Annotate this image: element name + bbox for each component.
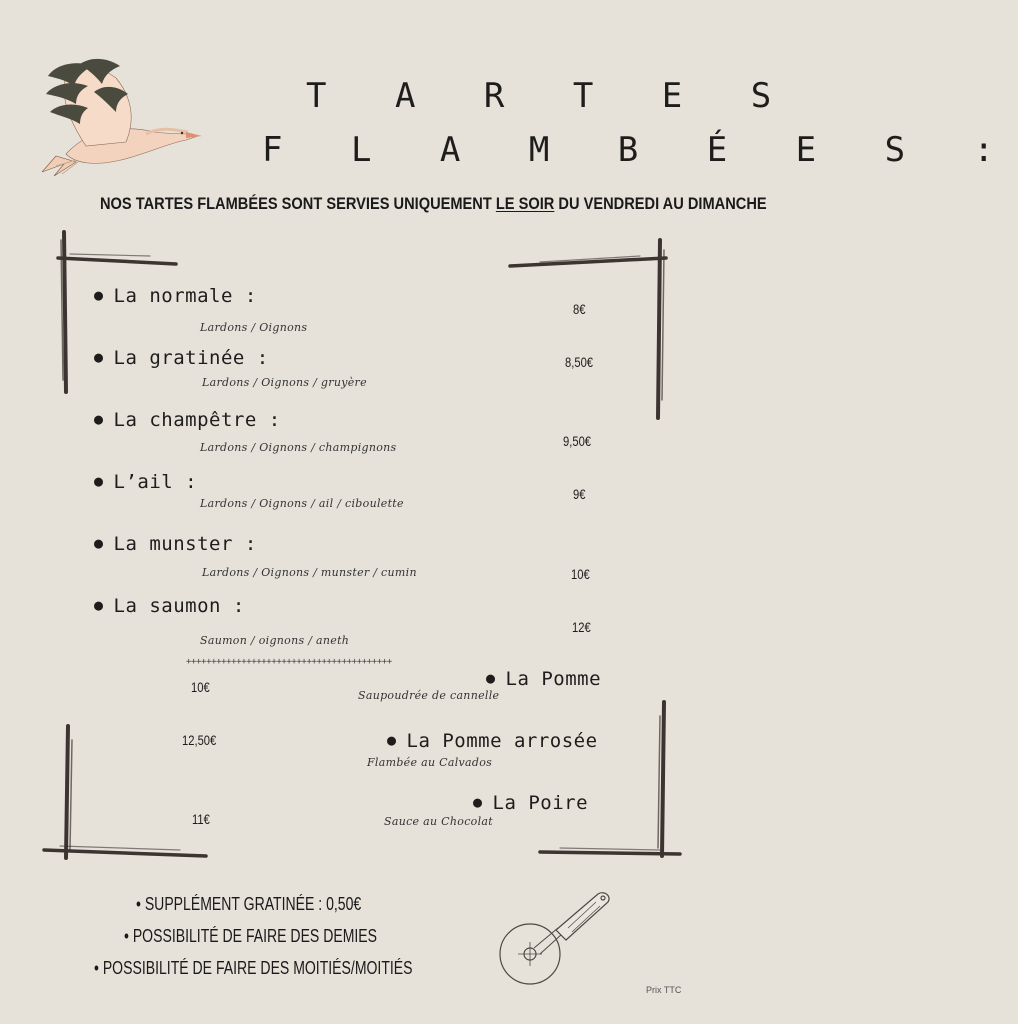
menu-item-label: La saumon : [113,595,245,617]
menu-item-name [94,347,269,369]
menu-item-price: 10€ [571,566,590,582]
menu-item-label: La gratinée : [113,347,269,369]
bullet-icon: ● [473,793,483,811]
bullet-icon: ● [94,596,104,614]
menu-item-label: L’ail : [113,471,198,493]
bullet-icon: ● [94,348,104,366]
service-notice-underlined: LE SOIR [495,194,555,213]
menu-item-desc: Saumon / oignons / aneth [200,634,350,647]
menu-item-desc: Lardons / Oignons / ail / ciboulette [200,497,404,510]
menu-item-desc: Lardons / Oignons / gruyère [202,376,367,389]
service-notice-text-end: DU VENDREDI AU DIMANCHE [554,194,767,213]
menu-item-label: La Pomme [505,668,602,690]
page-title-line1: T A R T E S [306,76,796,116]
menu-item-name [94,409,281,431]
menu-item-price: 10€ [191,679,210,695]
bullet-icon: ● [94,534,104,552]
menu-item-label: La munster : [113,533,257,555]
page-title-line2: F L A M B É E S : [262,130,1018,170]
service-notice-text: NOS TARTES FLAMBÉES SONT SERVIES UNIQUEMENT [100,194,496,213]
menu-item-name [387,730,598,752]
menu-item-price: 9€ [573,486,586,502]
section-divider: +++++++++++++++++++++++++++++++++++++++++ [186,657,392,667]
footer-note: • SUPPLÉMENT GRATINÉE : 0,50€ [136,894,362,914]
menu-item-price: 8,50€ [565,354,594,370]
menu-item-price: 12,50€ [182,732,217,748]
menu-item-label: La champêtre : [113,409,281,431]
menu-item-price: 11€ [192,811,210,827]
menu-item-price: 12€ [572,619,591,635]
bullet-icon: ● [387,731,397,749]
menu-item-desc: Lardons / Oignons / munster / cumin [202,566,417,579]
bullet-icon: ● [94,410,104,428]
menu-item-desc: Lardons / Oignons / champignons [200,441,397,454]
menu-item-price: 9,50€ [563,433,592,449]
prix-ttc-note: Prix TTC [646,985,682,995]
menu-item-label: La normale : [113,285,257,307]
bullet-icon: ● [486,669,496,687]
menu-item-desc: Lardons / Oignons [200,321,308,334]
menu-item-desc: Sauce au Chocolat [384,815,493,828]
menu-item-price: 8€ [573,301,586,317]
menu-item-name [486,668,601,690]
menu-item-desc: Flambée au Calvados [367,756,493,769]
menu-item-name [94,595,245,617]
pizza-cutter-icon [496,888,616,992]
menu-item-label: La Pomme arrosée [406,730,598,752]
menu-item-desc: Saupoudrée de cannelle [358,689,500,702]
menu-item-name [94,471,197,493]
menu-item-name [94,285,257,307]
bullet-icon: ● [94,286,104,304]
footer-note: • POSSIBILITÉ DE FAIRE DES MOITIÉS/MOITIÉS [94,958,413,978]
menu-item-name [94,533,257,555]
menu-item-name [473,792,588,814]
menu-item-label: La Poire [492,792,589,814]
bullet-icon: ● [94,472,104,490]
footer-note: • POSSIBILITÉ DE FAIRE DES DEMIES [124,926,378,946]
